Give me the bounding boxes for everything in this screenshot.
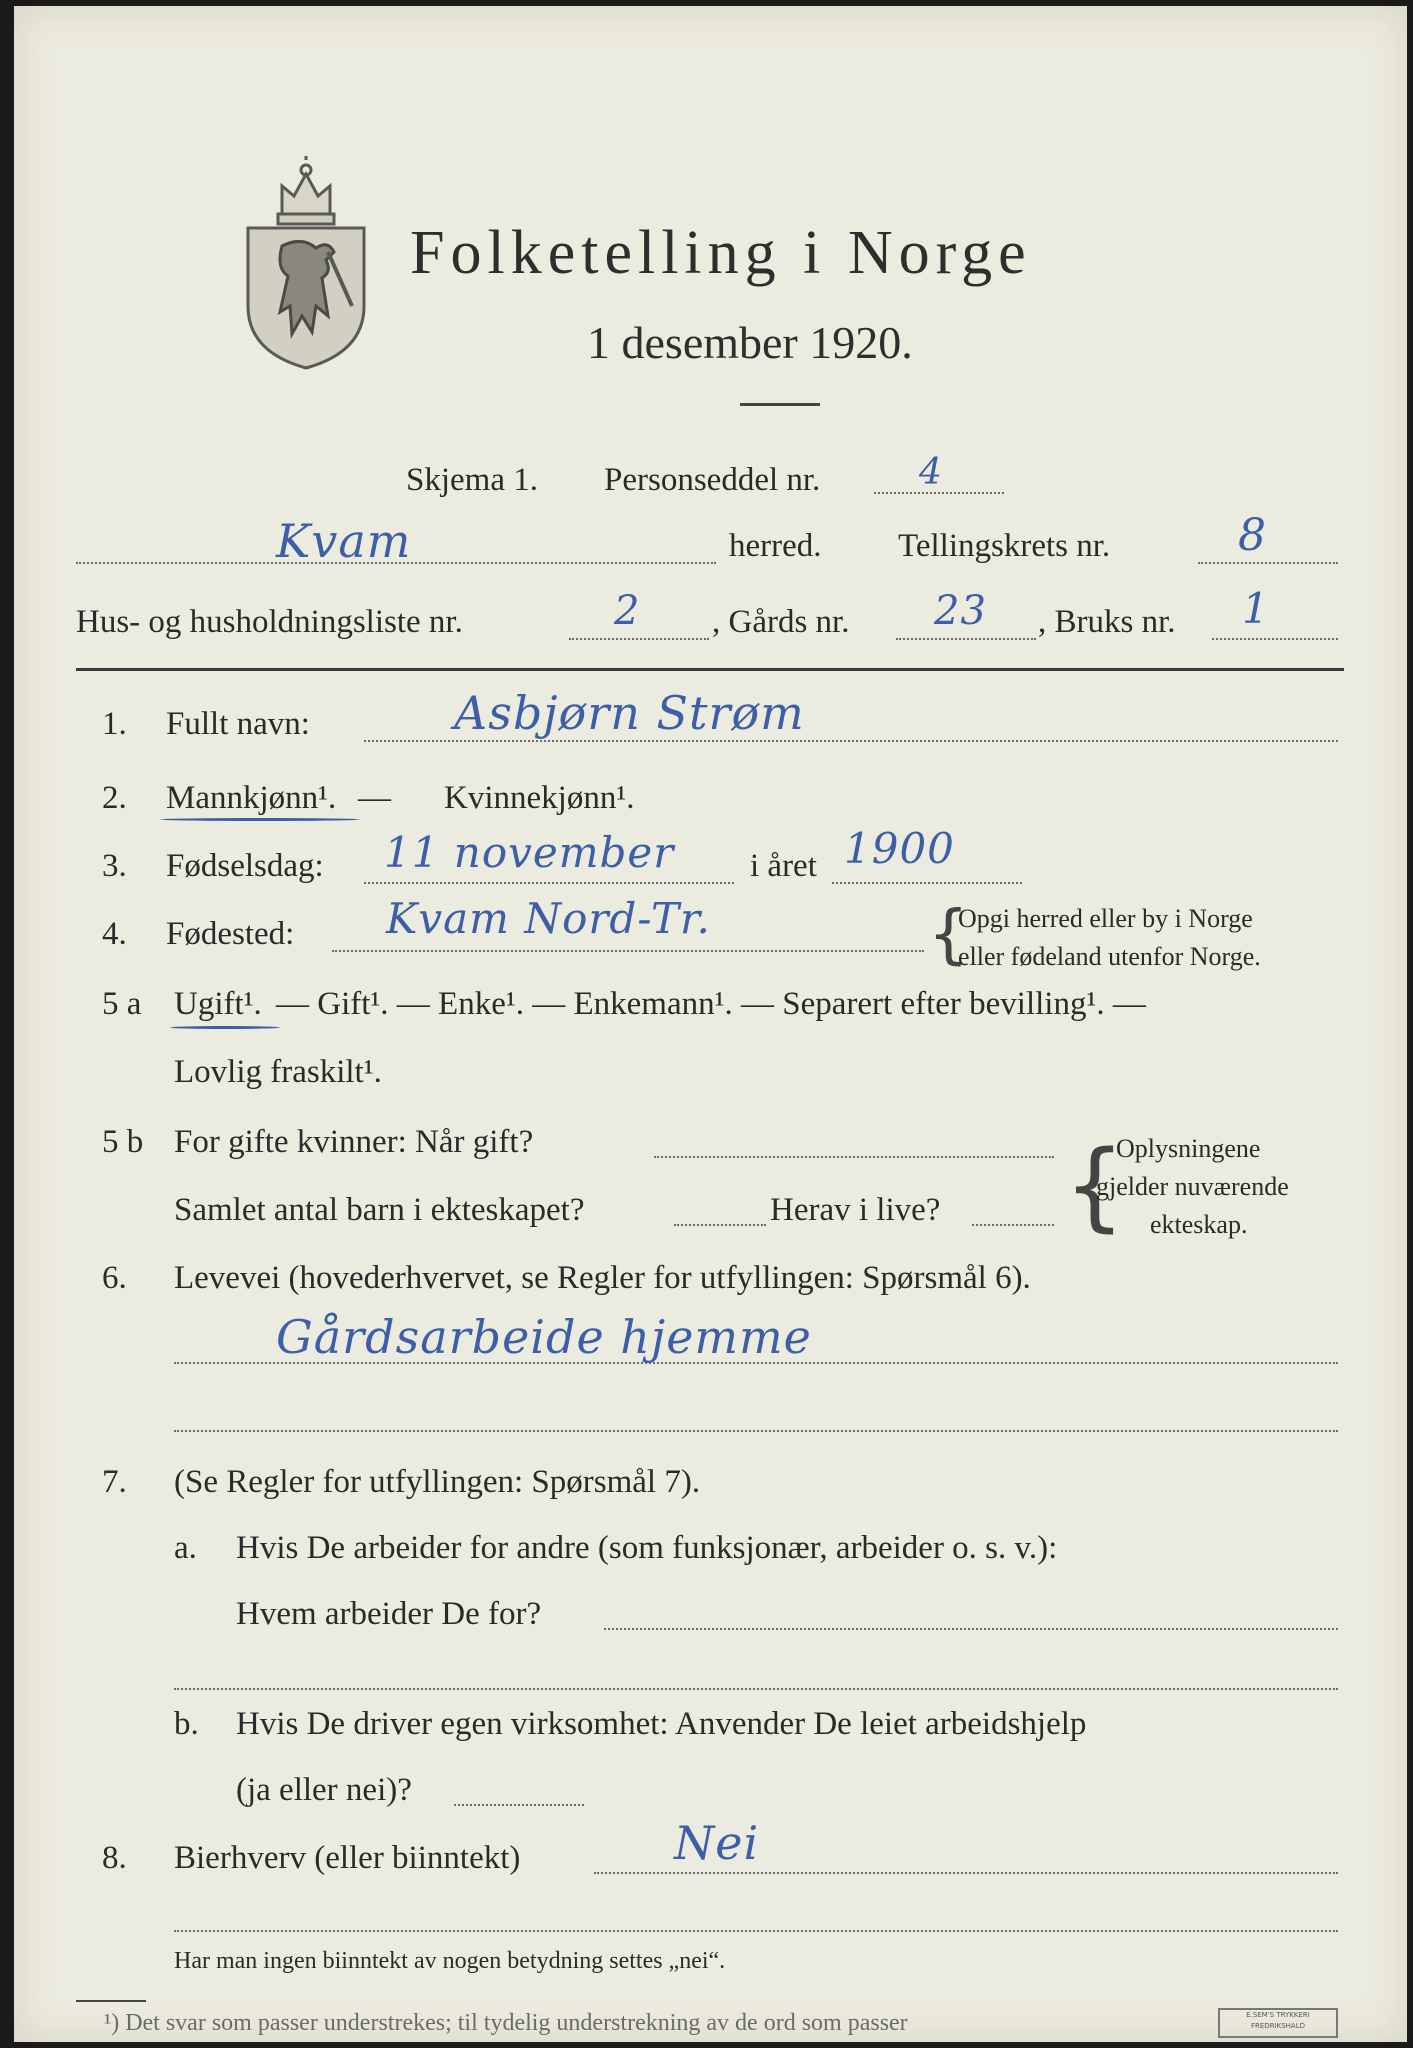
herred-label: herred.: [729, 528, 822, 564]
q5b-line2: Samlet antal barn i ekteskapet?: [174, 1192, 585, 1228]
q6-field-line-2: [174, 1430, 1338, 1432]
q8-number: 8.: [102, 1840, 127, 1876]
q4-field-line: [332, 950, 924, 952]
q3-answer[interactable]: 11 november: [384, 828, 675, 877]
footnote-text: ¹) Det svar som passer understrekes; til tydelig understrekning av de ord som passer: [104, 2010, 908, 2036]
q5b-note-line3: ekteskap.: [1150, 1210, 1248, 1239]
q8-field-line-2: [174, 1930, 1338, 1932]
bruks-value[interactable]: 1: [1242, 584, 1270, 633]
tellingskrets-field-line: [1198, 562, 1338, 564]
header-rule: [76, 668, 1344, 671]
q3-label: Fødselsdag:: [166, 848, 324, 884]
tellingskrets-label: Tellingskrets nr.: [898, 528, 1111, 564]
q2-separator: —: [358, 780, 391, 816]
q5a-number: 5 a: [102, 986, 142, 1022]
bruks-label: , Bruks nr.: [1038, 604, 1176, 640]
q7-label: (Se Regler for utfyllingen: Spørsmål 7).: [174, 1464, 701, 1500]
q6-number: 6.: [102, 1260, 127, 1296]
q4-brace: {: [928, 898, 969, 972]
form-title: Folketelling i Norge: [410, 219, 1032, 287]
q4-label: Fødested:: [166, 916, 295, 952]
q3-number: 3.: [102, 848, 127, 884]
q8-field-line: [594, 1872, 1338, 1874]
q5a-other-options[interactable]: — Gift¹. — Enke¹. — Enkemann¹. — Separert efter bevilling¹. —: [276, 986, 1146, 1022]
hus-value[interactable]: 2: [614, 588, 641, 634]
bruks-field-line: [1212, 638, 1338, 640]
q5a-ugift-underline: [170, 1026, 280, 1029]
q5b-when-field-line: [654, 1156, 1054, 1158]
personseddel-label: Personseddel nr.: [604, 462, 821, 498]
skjema-label: Skjema 1.: [406, 462, 538, 498]
footnote-divider: [76, 2000, 146, 2002]
q5b-number: 5 b: [102, 1124, 144, 1160]
q8-label: Bierhverv (eller biinntekt): [174, 1840, 521, 1876]
q7-number: 7.: [102, 1464, 127, 1500]
q5b-note-line1: Oplysningene: [1116, 1134, 1261, 1163]
gards-field-line: [896, 638, 1036, 640]
q7a-text: Hvis De arbeider for andre (som funksjonær, arbeider o. s. v.):: [236, 1530, 1058, 1566]
q3-year-label: i året: [750, 848, 817, 884]
q7a-letter: a.: [174, 1530, 197, 1566]
q2-male-underline: [160, 818, 360, 821]
hus-field-line: [569, 638, 709, 640]
q3-year-value[interactable]: 1900: [844, 824, 955, 873]
q4-note-line2: eller fødeland utenfor Norge.: [958, 942, 1261, 971]
q5b-line1: For gifte kvinner: Når gift?: [174, 1124, 534, 1160]
q1-label: Fullt navn:: [166, 706, 310, 742]
q5b-alive-field-line: [972, 1224, 1054, 1226]
q1-answer[interactable]: Asbjørn Strøm: [454, 686, 805, 740]
q7a-who-label: Hvem arbeider De for?: [236, 1596, 542, 1632]
q7b-text: Hvis De driver egen virksomhet: Anvender De leiet arbeidshjelp: [236, 1706, 1087, 1742]
q4-number: 4.: [102, 916, 127, 952]
q3-year-field-line: [832, 882, 1022, 884]
q5a-ugift-option[interactable]: Ugift¹.: [174, 986, 262, 1022]
q2-male-option[interactable]: Mannkjønn¹.: [166, 780, 337, 816]
q7b-yesno-label: (ja eller nei)?: [236, 1772, 412, 1808]
q2-female-option[interactable]: Kvinnekjønn¹.: [444, 780, 635, 816]
footer-note: Har man ingen biinntekt av nogen betydning settes „nei“.: [174, 1948, 726, 1974]
hus-label: Hus- og husholdningsliste nr.: [76, 604, 463, 640]
q5b-note-line2: gjelder nuværende: [1096, 1172, 1289, 1201]
census-date: 1 desember 1920.: [587, 317, 913, 368]
q5b-children-field-line: [674, 1224, 766, 1226]
q7a-field-line-2: [174, 1688, 1338, 1690]
q7b-field-line: [454, 1804, 584, 1806]
q7b-letter: b.: [174, 1706, 199, 1742]
q6-answer[interactable]: Gårdsarbeide hjemme: [276, 1310, 812, 1364]
herred-value[interactable]: Kvam: [276, 514, 412, 568]
q4-answer[interactable]: Kvam Nord-Tr.: [386, 894, 711, 943]
gards-value[interactable]: 23: [934, 588, 987, 634]
personseddel-value[interactable]: 4: [919, 452, 943, 493]
gards-label: , Gårds nr.: [712, 604, 850, 640]
q3-date-field-line: [364, 882, 734, 884]
q2-number: 2.: [102, 780, 127, 816]
tellingskrets-value[interactable]: 8: [1238, 510, 1267, 561]
q7a-field-line-1: [604, 1628, 1338, 1630]
q6-label: Levevei (hovederhvervet, se Regler for utfyllingen: Spørsmål 6).: [174, 1260, 1031, 1296]
census-form-page: [14, 6, 1407, 2042]
q4-note-line1: Opgi herred eller by i Norge: [958, 904, 1253, 933]
title-divider: [740, 403, 820, 406]
norwegian-coat-of-arms: [242, 156, 370, 370]
q1-number: 1.: [102, 706, 127, 742]
q1-field-line: [364, 740, 1338, 742]
q5a-fraskilt-option[interactable]: Lovlig fraskilt¹.: [174, 1054, 382, 1090]
printer-stamp: E.SEM'S TRYKKERI FREDRIKSHALD: [1218, 2008, 1338, 2038]
q8-answer[interactable]: Nei: [674, 1816, 760, 1870]
q5b-brace: {: [1064, 1130, 1126, 1242]
q5b-alive-label: Herav i live?: [770, 1192, 941, 1228]
